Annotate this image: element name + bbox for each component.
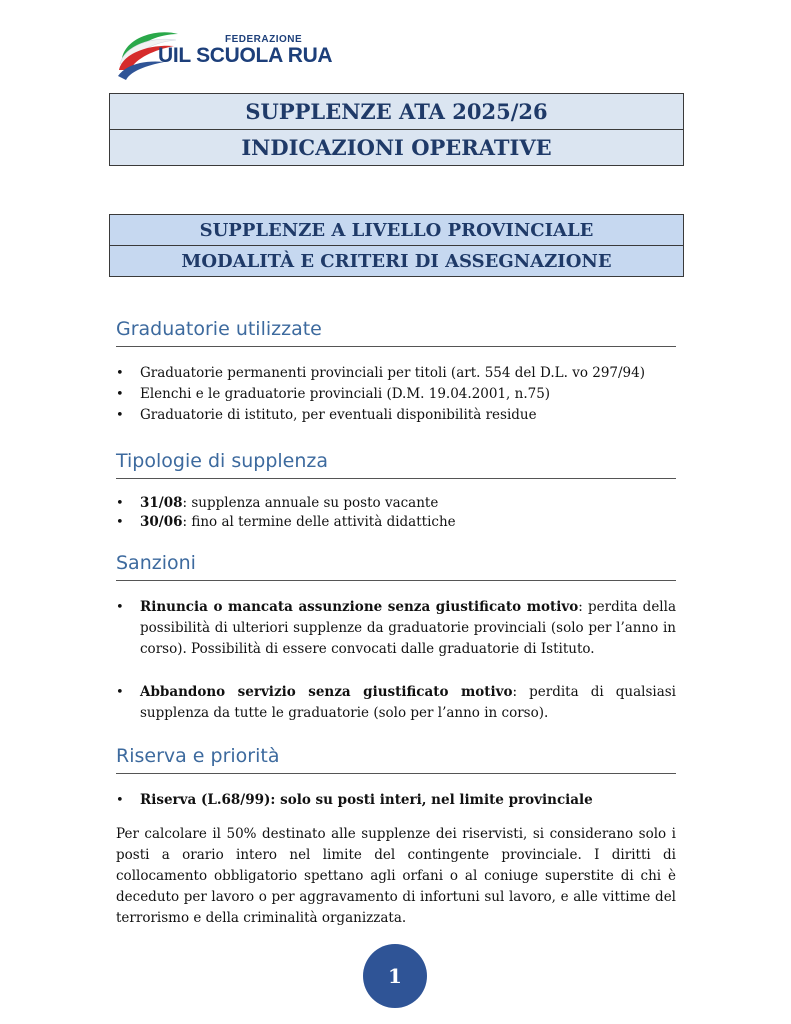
bullet-icon: • — [116, 793, 124, 808]
section-heading-riserva: Riserva e priorità — [116, 745, 676, 774]
bullet-icon: • — [116, 366, 124, 381]
bullet-icon: • — [116, 496, 124, 511]
subtitle-line-1: SUPPLENZE A LIVELLO PROVINCIALE — [199, 219, 594, 241]
bullet-icon: • — [116, 408, 124, 423]
bullet-icon: • — [116, 685, 124, 700]
title-box — [109, 93, 684, 166]
tipologie-list — [116, 494, 676, 532]
graduatorie-list — [116, 363, 676, 426]
page-number: 1 — [363, 944, 427, 1008]
section-heading-sanzioni: Sanzioni — [116, 552, 676, 581]
subtitle-box — [109, 214, 684, 277]
section-heading-graduatorie: Graduatorie utilizzate — [116, 318, 676, 347]
title-line-1: SUPPLENZE ATA 2025/26 — [245, 99, 548, 124]
bullet-icon: • — [116, 387, 124, 402]
riserva-paragraph: Per calcolare il 50% destinato alle supplenze dei riservisti, si considerano solo i posti a orario intero nel limite del contingente provinciale. I diritti di collocamento obbligatorio spettano agli orfani o al coniuge superstite di chi è deceduto per lavoro o per aggravamento di infortuni sul lavoro, e alle vittime del terrorismo e della criminalità organizzata. — [116, 826, 676, 926]
bullet-icon: • — [116, 515, 124, 530]
sanzioni-list-2 — [116, 682, 676, 724]
riserva-list — [116, 790, 676, 811]
list-item: • Elenchi e le graduatorie provinciali (D.M. 19.04.2001, n.75) — [116, 384, 676, 405]
list-item: • 31/08: supplenza annuale su posto vacante — [116, 495, 439, 511]
bullet-icon: • — [116, 600, 124, 615]
list-item: • Graduatorie permanenti provinciali per titoli (art. 554 del D.L. vo 297/94) — [116, 363, 676, 384]
list-item: • Abbandono servizio senza giustificato motivo: perdita di qualsiasi supplenza da tutte le graduatorie (solo per l’anno in corso). — [116, 684, 676, 721]
list-item: • 30/06: fino al termine delle attività didattiche — [116, 514, 456, 530]
title-line-2: INDICAZIONI OPERATIVE — [110, 129, 683, 165]
sanzioni-list — [116, 597, 676, 660]
logo-federazione: FEDERAZIONE — [225, 34, 303, 45]
list-item: • Riserva (L.68/99): solo su posti interi, nel limite provinciale — [116, 790, 676, 811]
subtitle-line-2: MODALITÀ E CRITERI DI ASSEGNAZIONE — [110, 245, 683, 276]
logo-name: UIL SCUOLA RUA — [158, 44, 333, 67]
section-heading-tipologie: Tipologie di supplenza — [116, 450, 676, 479]
list-item: • Rinuncia o mancata assunzione senza giustificato motivo: perdita della possibilità di ulteriori supplenze da graduatorie provinciali (solo per l’anno in corso). Possibilità di essere convocati dalle graduatorie di Istituto. — [116, 599, 676, 657]
list-item: • Graduatorie di istituto, per eventuali disponibilità residue — [116, 405, 676, 426]
